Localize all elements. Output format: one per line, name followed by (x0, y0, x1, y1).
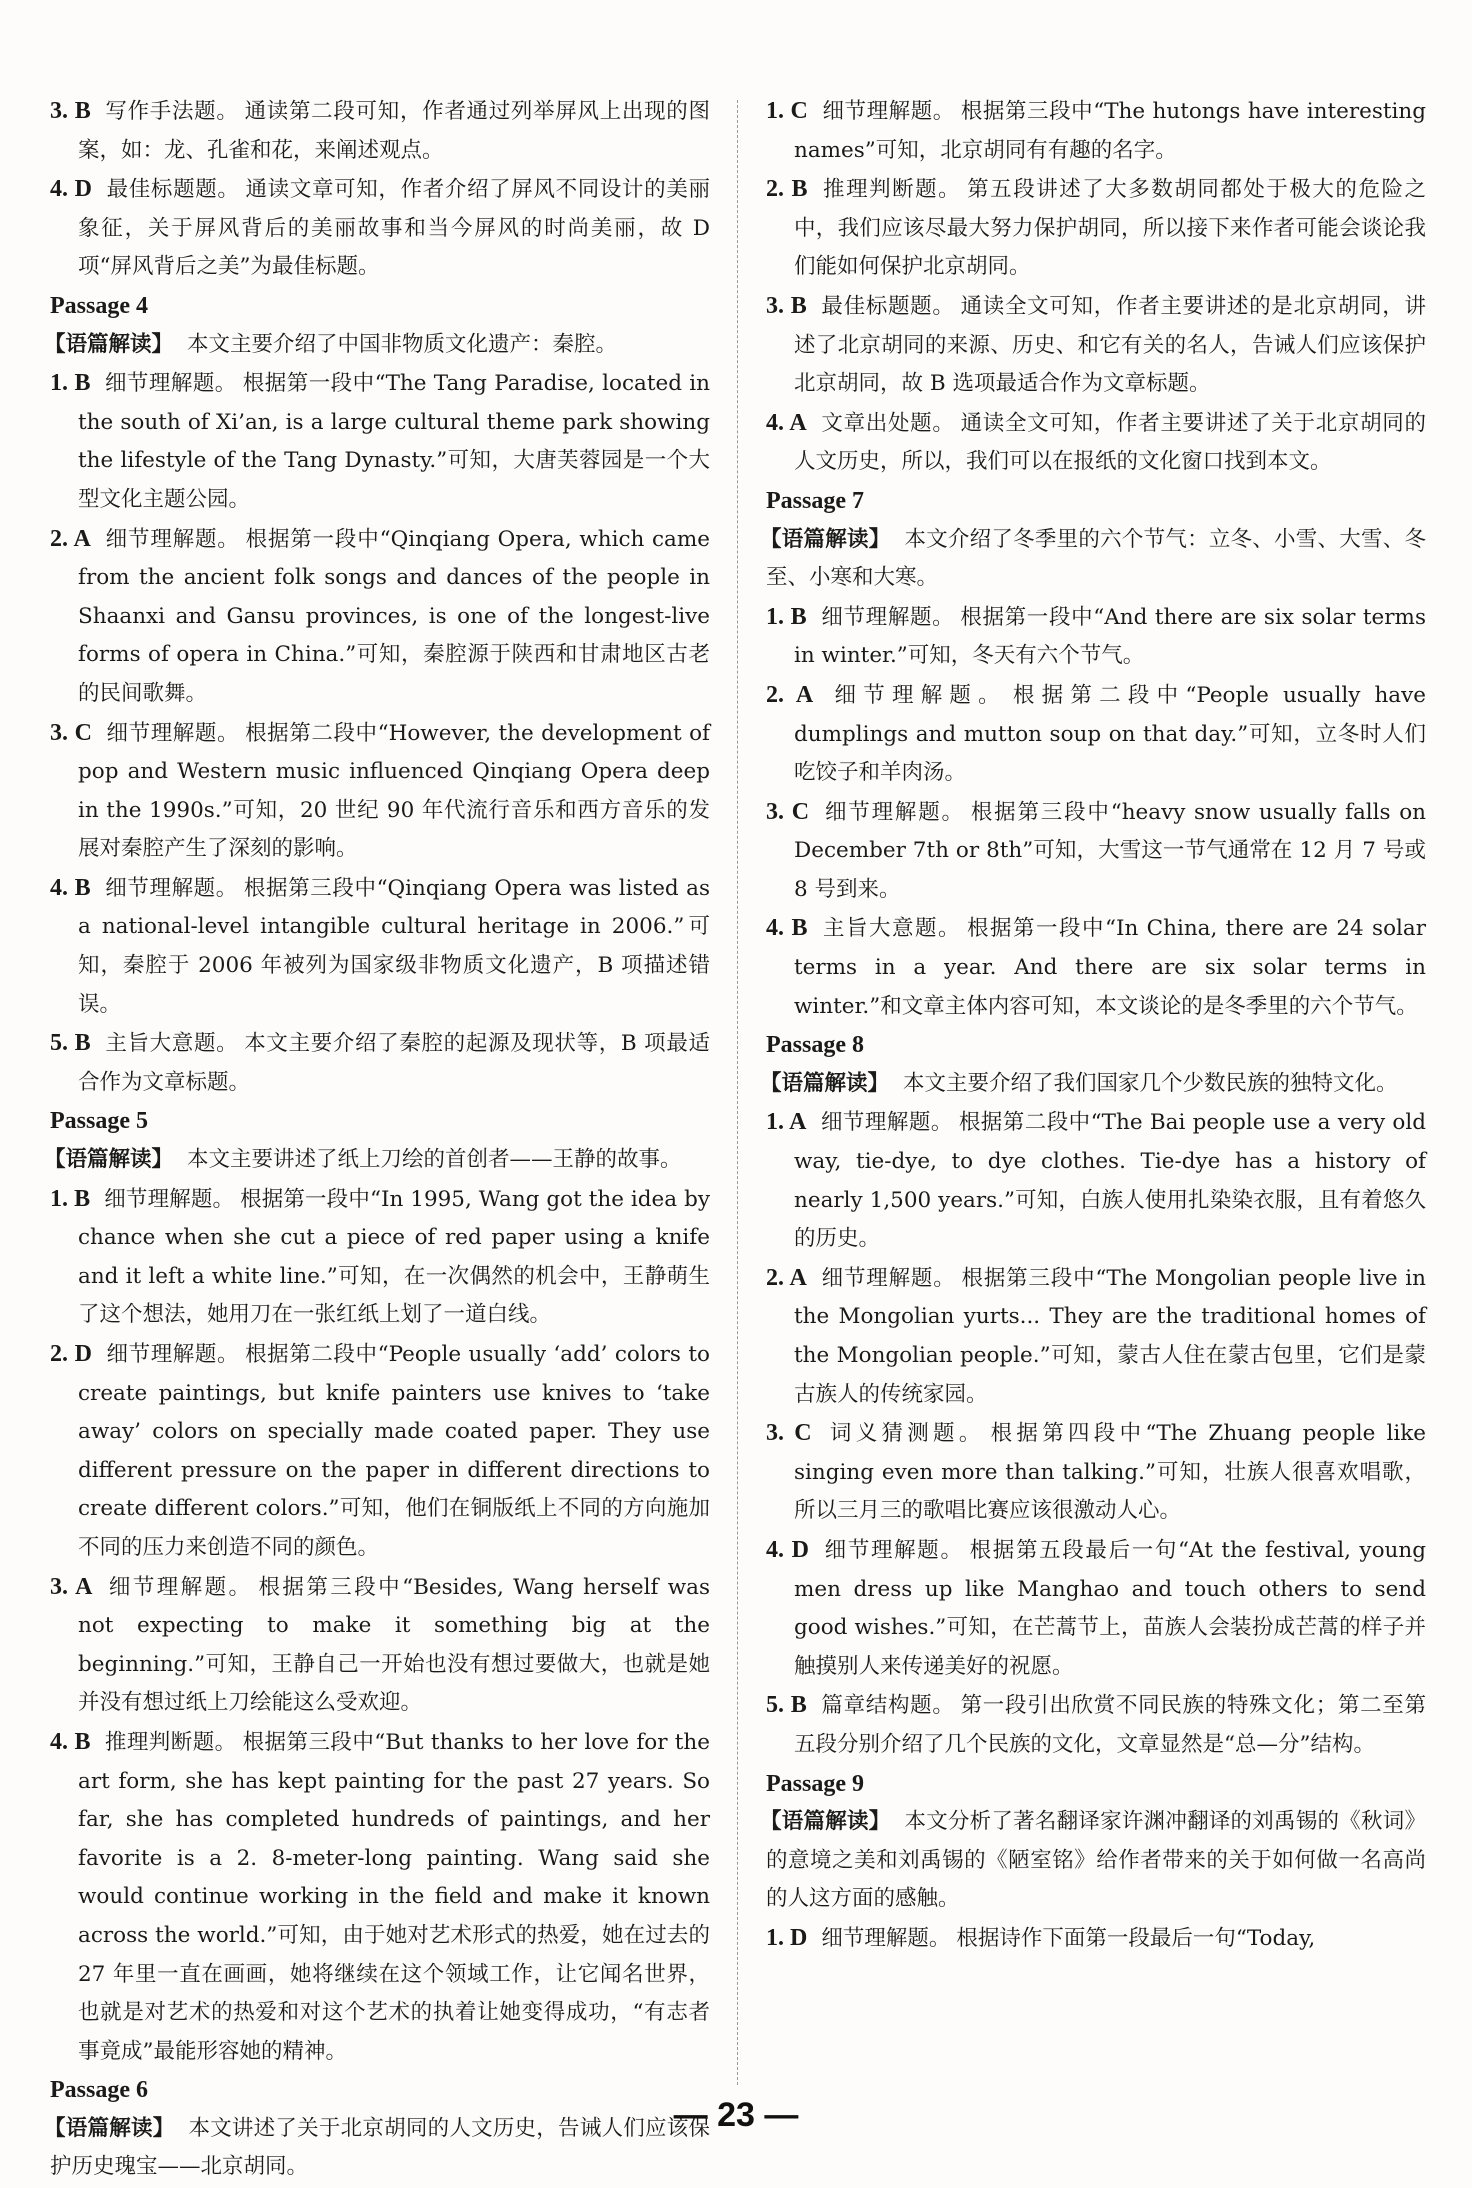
answer-number: 1. B (50, 1185, 91, 1212)
summary-text: 本文主要介绍了中国非物质文化遗产：秦腔。 (187, 331, 618, 357)
question-type: 细节理解题。 (820, 1265, 956, 1291)
summary-label: 【语篇解读】 (44, 1147, 174, 1173)
question-type: 推理判断题。 (104, 1729, 237, 1755)
answer-number: 1. C (766, 98, 808, 124)
question-type: 细节理解题。 (821, 1925, 951, 1951)
answer-item (766, 1259, 1426, 1414)
answer-number: 2. A (766, 1264, 807, 1291)
question-type: 主旨大意题。 (821, 916, 961, 942)
answer-item (766, 92, 1426, 170)
answer-number: 1. D (766, 1924, 808, 1951)
answer-explanation: 根据第三段中“Besides, Wang herself was not expecting to make it something big at the beginning.”可知，王静自己一开始也没有想过要做大，也就是她并没有想过纸上刀绘能这么受欢迎。 (78, 1574, 710, 1716)
question-type: 最佳标题题。 (820, 293, 955, 319)
summary-label: 【语篇解读】 (44, 331, 174, 357)
summary-label: 【语篇解读】 (44, 2115, 175, 2141)
answer-number: 3. C (766, 798, 810, 825)
answer-number: 3. A (50, 1573, 93, 1600)
answer-item (766, 404, 1426, 482)
answer-explanation: 根据第五段最后一句“At the festival, young men dress up like Manghao and touch others to send good wishes.”可知，在芒蒿节上，苗族人会装扮成芒蒿的样子并触摸别人来传递美好的祝愿。 (794, 1537, 1426, 1679)
answer-number: 4. A (766, 409, 807, 436)
answer-explanation: 根据第四段中“The Zhuang people like singing even more than talking.”可知，壮族人很喜欢唱歌，所以三月三的歌唱比赛应该很激动人心。 (794, 1421, 1426, 1524)
answer-explanation: 第五段讲述了大多数胡同都处于极大的危险之中，我们应该尽最大努力保护胡同，所以接下来作者可能会谈论我们能如何保护北京胡同。 (794, 177, 1426, 280)
answer-item (50, 1024, 710, 1102)
passage-heading: Passage 6 (50, 2077, 148, 2104)
summary-text: 本文讲述了关于北京胡同的人文历史，告诫人们应该保护历史瑰宝——北京胡同。 (50, 2115, 710, 2180)
question-type: 词义猜测题。 (825, 1421, 985, 1447)
summary-text: 本文分析了著名翻译家许渊冲翻译的刘禹锡的《秋词》的意境之美和刘禹锡的《陋室铭》给作者带来的关于如何做一名高尚的人这方面的感触。 (766, 1809, 1426, 1912)
answer-explanation: 根据第一段中“In China, there are 24 solar terms in a year. And there are six solar terms in winter.”和文章主体内容可知，本文谈论的是冬季里的六个节气。 (794, 916, 1426, 1019)
answer-item (50, 364, 710, 519)
answer-explanation: 根据第一段中“The Tang Paradise, located in the south of Xi’an, is a large cultural theme park showing the lifestyle of the Tang Dynasty.”可知，大唐芙蓉园是一个大型文化主题公园。 (78, 371, 710, 512)
answer-item (766, 676, 1426, 793)
summary-text: 本文主要讲述了纸上刀绘的首创者——王静的故事。 (187, 1147, 682, 1173)
answer-item (50, 1180, 710, 1335)
answer-item (50, 520, 710, 714)
passage-heading: Passage 4 (50, 292, 148, 319)
passage-summary (44, 1141, 710, 1180)
passage-heading: Passage 5 (50, 1108, 148, 1135)
answer-number: 1. B (50, 370, 91, 397)
answer-explanation: 第一段引出欣赏不同民族的特殊文化；第二至第五段分别介绍了几个民族的文化，文章显然是“总—分”结构。 (794, 1693, 1426, 1757)
page-number: — 23 — (673, 2096, 799, 2134)
left-column (44, 92, 710, 2187)
passage-heading: Passage 8 (766, 1032, 864, 1059)
answer-explanation: 根据第三段中“heavy snow usually falls on December 7th or 8th”可知，大雪这一节气通常在 12 月 7 号或 8 号到来。 (794, 799, 1426, 902)
answer-item (766, 1686, 1426, 1764)
passage-heading: Passage 7 (766, 487, 864, 514)
passage-summary (760, 1803, 1426, 1919)
answer-number: 5. B (766, 1692, 807, 1719)
summary-label: 【语篇解读】 (760, 1809, 891, 1835)
answer-number: 4. B (50, 874, 91, 901)
answer-number: 3. B (766, 292, 807, 319)
question-type: 最佳标题题。 (105, 177, 240, 203)
answer-explanation: 根据第三段中“But thanks to her love for the art form, she has kept painting for the past 27 years. So far, she has completed hundreds of paintings, and her favorite is a 2. 8-meter-long painting. Wang said she would continue working in the field and make it known across the world.”可知，由于她对艺术形式的热爱，她在过去的 27 年里一直在画画，她将继续在这个领域工作，让它闻名世界，也就是对艺术的热爱和对这个艺术的执着让她变得成功，“有志者事竟成”最能形容她的精神。 (78, 1729, 710, 2064)
question-type: 推理判断题。 (821, 177, 962, 203)
answer-item (50, 170, 710, 287)
summary-label: 【语篇解读】 (760, 1070, 890, 1096)
passage-heading: Passage 9 (766, 1770, 864, 1797)
answer-explanation: 通读全文可知，作者主要讲述的是北京胡同，讲述了北京胡同的来源、历史、和它有关的名人，告诫人们应该保护北京胡同，故 B 选项最适合作为文章标题。 (794, 293, 1426, 397)
answer-item (766, 1103, 1426, 1258)
answer-explanation: 根据第三段中“Qinqiang Opera was listed as a national-level intangible cultural heritage in 2006.”可知，秦腔于 2006 年被列为国家级非物质文化遗产，B 项描述错误。 (78, 875, 710, 1017)
question-type: 篇章结构题。 (820, 1693, 955, 1719)
question-type: 主旨大意题。 (104, 1031, 239, 1057)
answer-item (50, 92, 710, 170)
answer-explanation: 根据第二段中“People usually ‘add’ colors to create paintings, but knife painters use knives to ‘take away’ colors on specially made coated paper. They use different pressure on the paper in different directions to create different colors.”可知，他们在铜版纸上不同的方向施加不同的压力来创造不同的颜色。 (78, 1342, 710, 1560)
answer-explanation: 通读文章可知，作者介绍了屏风不同设计的美丽象征，关于屏风背后的美丽故事和当今屏风的时尚美丽，故 D 项“屏风背后之美”为最佳标题。 (78, 177, 710, 280)
answer-number: 5. B (50, 1030, 91, 1057)
passage-summary (44, 326, 710, 365)
answer-explanation: 根据第二段中“However, the development of pop and Western music influenced Qinqiang Opera deep in the 1990s.”可知，20 世纪 90 年代流行音乐和西方音乐的发展对秦腔产生了深刻的影响。 (78, 720, 710, 862)
answer-number: 2. A (50, 525, 91, 552)
passage-summary (760, 521, 1426, 598)
answer-explanation: 根据第一段中“In 1995, Wang got the idea by chance when she cut a piece of red paper using a knife and it left a white line.”可知，在一次偶然的机会中，王静萌生了这个想法，她用刀在一张红纸上划了一道白线。 (78, 1186, 710, 1328)
answer-explanation: 根据诗作下面第一段最后一句“Today, (956, 1925, 1316, 1951)
question-type: 细节理解题。 (106, 1574, 253, 1600)
answer-item (766, 1414, 1426, 1531)
answer-number: 1. B (766, 603, 807, 630)
answer-explanation: 根据第一段中“Qinqiang Opera, which came from the ancient folk songs and dances of the people in Shaanxi and Gansu provinces, is one of the longest-live forms of opera in China.”可知，秦腔源于陕西和甘肃地区古老的民间歌舞。 (78, 526, 710, 706)
question-type: 细节理解题。 (821, 99, 955, 124)
question-type: 写作手法题。 (104, 99, 239, 124)
answer-item (766, 793, 1426, 910)
answer-number: 3. B (50, 98, 91, 124)
answer-explanation: 根据第二段中“The Bai people use a very old way, tie-dye, to dye clothes. Tie-dye has a history of nearly 1,500 years.”可知，白族人使用扎染染衣服，且有着悠久的历史。 (794, 1110, 1426, 1252)
question-type: 细节理解题。 (105, 720, 240, 746)
summary-text: 本文介绍了冬季里的六个节气：立冬、小雪、大雪、冬至、小寒和大寒。 (766, 526, 1426, 591)
question-type: 细节理解题。 (104, 1186, 235, 1212)
answer-number: 4. D (766, 1536, 809, 1563)
answer-number: 1. A (766, 1109, 807, 1136)
answer-item (50, 1568, 710, 1723)
question-type: 细节理解题。 (105, 1342, 240, 1367)
answer-item (766, 1919, 1426, 1959)
question-type: 细节理解题。 (104, 371, 237, 397)
answer-number: 4. D (50, 176, 92, 203)
answer-explanation: 通读全文可知，作者主要讲述了关于北京胡同的人文历史，所以，我们可以在报纸的文化窗口找到本文。 (794, 410, 1426, 475)
question-type: 细节理解题。 (823, 1537, 964, 1563)
answer-number: 2. B (766, 176, 808, 203)
question-type: 细节理解题。 (820, 1110, 953, 1136)
answer-item (766, 1531, 1426, 1686)
answer-number: 3. C (766, 1420, 812, 1447)
summary-text: 本文主要介绍了我们国家几个少数民族的独特文化。 (903, 1070, 1398, 1096)
answer-number: 3. C (50, 719, 92, 746)
answer-item (766, 170, 1426, 287)
answer-number: 2. A (766, 681, 814, 708)
answer-item (50, 1335, 710, 1568)
right-column (760, 92, 1426, 1959)
answer-item (50, 869, 710, 1024)
question-type: 细节理解题。 (104, 875, 238, 901)
answer-item (766, 287, 1426, 404)
question-type: 细节理解题。 (104, 526, 240, 552)
column-divider (737, 100, 738, 2085)
summary-label: 【语篇解读】 (760, 526, 891, 552)
answer-item (766, 598, 1426, 676)
answer-explanation: 根据第三段中“The hutongs have interesting names”可知，北京胡同有有趣的名字。 (794, 99, 1426, 163)
question-type: 文章出处题。 (820, 410, 955, 436)
answer-explanation: 根据第二段中“People usually have dumplings and mutton soup on that day.”可知，立冬时人们吃饺子和羊肉汤。 (794, 682, 1426, 786)
answer-item (50, 1723, 710, 2071)
question-type: 细节理解题。 (823, 799, 965, 825)
answer-explanation: 根据第一段中“And there are six solar terms in winter.”可知，冬天有六个节气。 (794, 604, 1426, 669)
answer-number: 2. D (50, 1341, 92, 1367)
answer-item (50, 714, 710, 869)
answer-explanation: 通读第二段可知，作者通过列举屏风上出现的图案，如：龙、孔雀和花，来阐述观点。 (78, 99, 710, 163)
passage-summary (760, 1065, 1426, 1104)
answer-explanation: 本文主要介绍了秦腔的起源及现状等，B 项最适合作为文章标题。 (78, 1031, 710, 1095)
answer-explanation: 根据第三段中“The Mongolian people live in the Mongolian yurts... They are the traditional homes of the Mongolian people.”可知，蒙古人住在蒙古包里，它们是蒙古族人的传统家园。 (794, 1265, 1426, 1407)
answer-number: 4. B (50, 1728, 91, 1755)
question-type: 细节理解题。 (820, 604, 955, 630)
answer-item (766, 909, 1426, 1026)
answer-number: 4. B (766, 915, 808, 942)
question-type: 细节理解题。 (827, 682, 1007, 708)
